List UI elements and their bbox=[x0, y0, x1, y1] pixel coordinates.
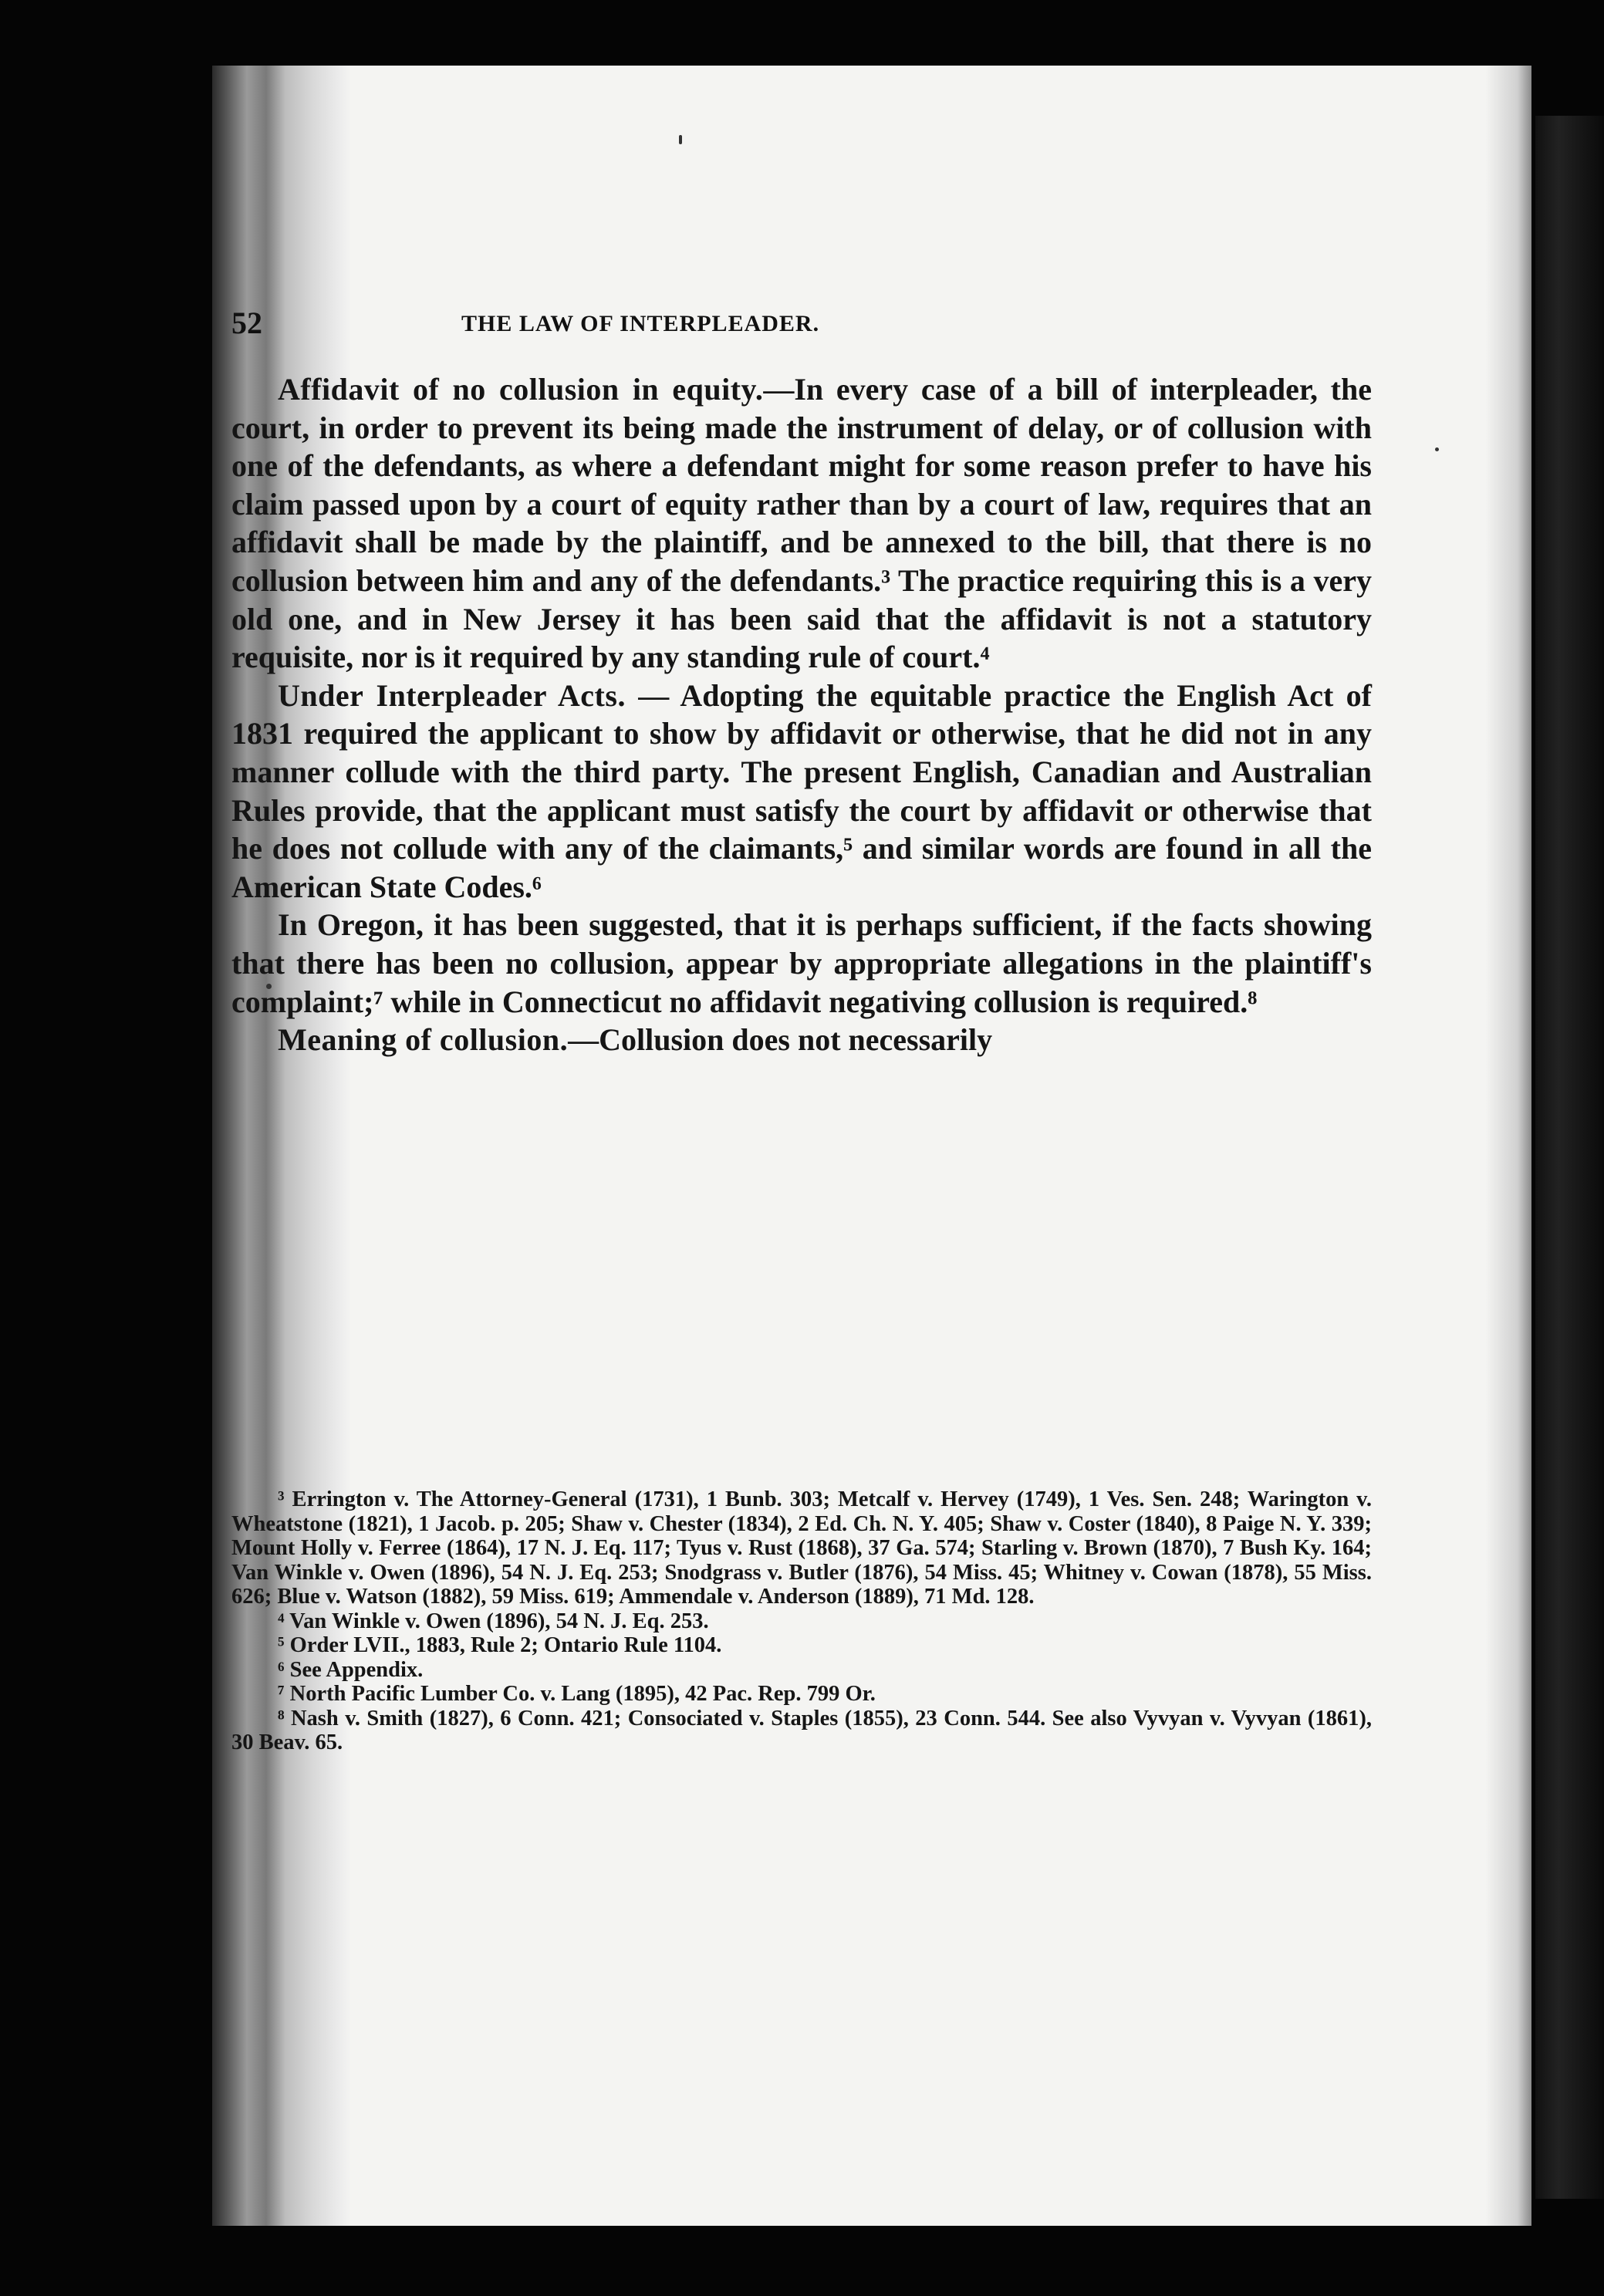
footnote: ³ Errington v. The Attorney-General (1731), 1 Bunb. 303; Metcalf v. Hervey (1749), 1 Ves. Sen. 248; Warington v. Wheatstone (1821), 1 Jacob. p. 205; Shaw v. Chester (1834), 2 Ed. Ch. N. Y. 405; Shaw v. Coster (1840), 8 Paige N. Y. 339; Mount Holly v. Ferree (1864), 17 N. J. Eq. 117; Tyus v. Rust (1868), 37 Ga. 574; Starling v. Brown (1870), 7 Bush Ky. 164; Van Winkle v. Owen (1896), 54 N. J. Eq. 253; Snodgrass v. Butler (1876), 54 Miss. 45; Whitney v. Cowan (1878), 55 Miss. 626; Blue v. Watson (1882), 59 Miss. 619; Ammendale v. Anderson (1889), 71 Md. 128. bbox=[231, 1487, 1372, 1609]
running-head bbox=[231, 305, 1366, 351]
footnote: ⁷ North Pacific Lumber Co. v. Lang (1895), 42 Pac. Rep. 799 Or. bbox=[278, 1682, 876, 1706]
footnote: ⁶ See Appendix. bbox=[278, 1657, 424, 1682]
section-heading: Under Interpleader Acts. bbox=[278, 677, 626, 713]
paragraph bbox=[231, 677, 1372, 907]
paragraph-text: In Oregon, it has been suggested, that it is perhaps sufficient, if the facts showing that there has been no collusion, appear by appropriate allegations in the plaintiff's complaint;⁷ while in Connecticut no affidavit negativing collusion is required.⁸ bbox=[231, 907, 1372, 1019]
footnote: ⁸ Nash v. Smith (1827), 6 Conn. 421; Consociated v. Staples (1855), 23 Conn. 544. See also Vyvyan v. Vyvyan (1861), 30 Beav. 65. bbox=[231, 1706, 1372, 1754]
page-edge-shadow bbox=[1485, 66, 1531, 2226]
paragraph-text: —Collusion does not necessarily bbox=[568, 1022, 993, 1058]
running-head-title: THE LAW OF INTERPLEADER. bbox=[461, 311, 820, 336]
footnotes bbox=[231, 1487, 1372, 1755]
section-heading: Affidavit of no collusion in equity. bbox=[278, 372, 764, 407]
adjacent-page-edge bbox=[1535, 116, 1604, 2199]
paragraph bbox=[231, 1021, 1372, 1059]
footnote: ⁵ Order LVII., 1883, Rule 2; Ontario Rule 1104. bbox=[278, 1633, 722, 1657]
scan-speck bbox=[679, 135, 682, 144]
section-heading: Meaning of collusion. bbox=[278, 1022, 569, 1058]
paragraph bbox=[231, 370, 1372, 677]
paragraph-text: —In every case of a bill of interpleader, the court, in order to prevent its being made the instrument of delay, or of collusion with one of the defendants, as where a defendant might for some reason prefer to have his claim passed upon by a court of equity rather than by a court of law, requires that an affidavit shall be made by the plaintiff, and be annexed to the bill, that there is no collusion between him and any of the defendants.³ The practice requiring this is a very old one, and in New Jersey it has been said that the affidavit is not a statutory requisite, nor is it required by any standing rule of court.⁴ bbox=[231, 372, 1373, 675]
page-number: 52 bbox=[231, 306, 262, 340]
paragraph-text: — Adopting the equitable practice the English Act of 1831 required the applicant to show by affidavit or otherwise, that he did not in any manner collude with the third party. The present English, Canadian and Australian Rules provide, that the applicant must satisfy the court by affidavit or otherwise that he does not collude with any of the claimants,⁵ and similar words are found in all the American State Codes.⁶ bbox=[231, 677, 1372, 904]
body-text bbox=[231, 370, 1372, 1059]
footnote: ⁴ Van Winkle v. Owen (1896), 54 N. J. Eq. 253. bbox=[278, 1609, 709, 1633]
scan-speck bbox=[1435, 447, 1439, 451]
paragraph bbox=[231, 906, 1372, 1021]
